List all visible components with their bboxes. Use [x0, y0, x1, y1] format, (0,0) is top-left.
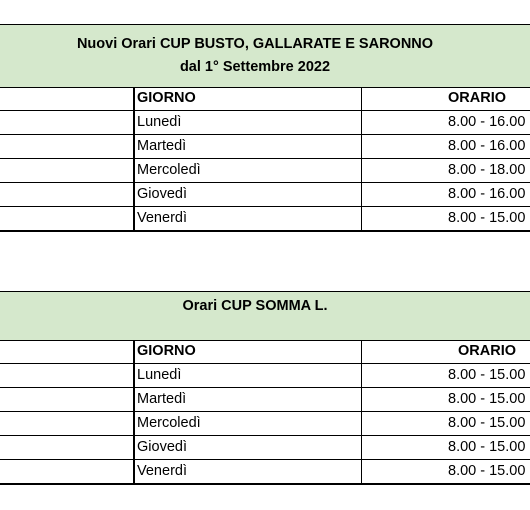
table-row	[0, 207, 530, 232]
table-row	[0, 436, 530, 460]
table-row	[0, 364, 530, 388]
table-row	[0, 460, 530, 485]
table-row	[0, 388, 530, 412]
table-row	[0, 159, 530, 183]
time-cell: 8.00 - 15.00	[448, 210, 526, 226]
table1-subtitle: dal 1° Settembre 2022	[179, 59, 331, 75]
time-cell: 8.00 - 15.00	[448, 463, 526, 479]
time-cell: 8.00 - 16.00	[448, 186, 526, 202]
table-row	[0, 111, 530, 135]
table1-column-header-row	[0, 87, 530, 111]
table2-title: Orari CUP SOMMA L.	[182, 298, 328, 314]
day-cell: Martedì	[133, 135, 362, 158]
table-row	[0, 135, 530, 159]
table2-col-day: GIORNO	[133, 340, 362, 363]
day-cell: Mercoledì	[133, 159, 362, 182]
day-cell: Martedì	[133, 388, 362, 411]
day-cell: Lunedì	[133, 364, 362, 387]
time-cell: 8.00 - 15.00	[448, 367, 526, 383]
table1-title: Nuovi Orari CUP BUSTO, GALLARATE E SARONNO	[76, 36, 434, 52]
time-cell: 8.00 - 16.00	[448, 114, 526, 130]
day-cell: Venerdì	[133, 460, 362, 483]
table-row	[0, 183, 530, 207]
table2-column-header-row	[0, 340, 530, 364]
day-cell: Mercoledì	[133, 412, 362, 435]
table2-header	[0, 291, 530, 341]
table1-col-day: GIORNO	[133, 87, 362, 110]
time-cell: 8.00 - 15.00	[448, 391, 526, 407]
day-cell: Giovedì	[133, 183, 362, 206]
table2-col-time: ORARIO	[458, 343, 516, 359]
table1-header	[0, 24, 530, 88]
time-cell: 8.00 - 18.00	[448, 162, 526, 178]
day-cell: Lunedì	[133, 111, 362, 134]
time-cell: 8.00 - 15.00	[448, 415, 526, 431]
table1-col-time: ORARIO	[448, 90, 506, 106]
day-cell: Venerdì	[133, 207, 362, 230]
time-cell: 8.00 - 16.00	[448, 138, 526, 154]
time-cell: 8.00 - 15.00	[448, 439, 526, 455]
day-cell: Giovedì	[133, 436, 362, 459]
table-row	[0, 412, 530, 436]
